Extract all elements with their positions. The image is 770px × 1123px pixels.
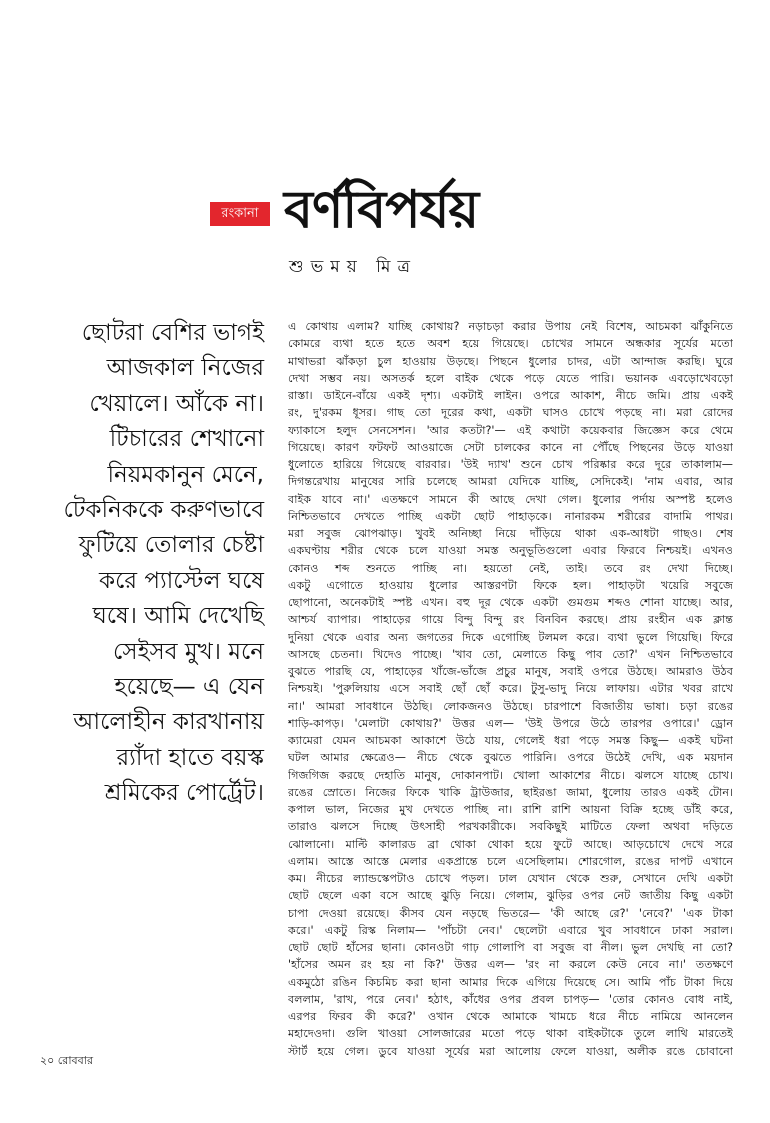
pull-quote-line: ফুটিয়ে তোলার চেষ্টা [78, 532, 264, 559]
body-text-line: এ কোথায় এলাম? যাচ্ছি কোথায়? নড়াচড়া করার উপায় নেই বিশেষ, আচমকা ঝাঁকুনিতে [288, 320, 733, 333]
pull-quote-line: ছোটরা বেশির ভাগই [81, 320, 264, 346]
body-text-line: এরপর ফিরব কী করে?' ওখান থেকে আমাকে খামচে ধরে নীচে নামিয়ে আনলেন [288, 1010, 733, 1023]
page-footer: ২০ রোববার [40, 1054, 93, 1067]
author-byline: শুভময় মিত্র [289, 257, 417, 277]
body-text-line: দিগন্তরেখায় মানুষের সারি চলেছে আমরা যেদিকে যাচ্ছি, সেদিকেই। 'নাম এবার, আর [288, 475, 733, 489]
body-text-line: একমুঠো রঙিন কিচমিচ করা ছানা আমার দিকে এগিয়ে দিয়েছে সে। আমি পাঁচ টাকা দিয়ে [288, 975, 733, 989]
body-text-line: চাপা দেওয়া রয়েছে। কীসব যেন নড়ছে ভিতরে— 'কী আছে রে?' 'নেবে?' 'এক টাকা [288, 906, 733, 920]
body-text-line: কোমরে ব্যথা হতে হতে অবশ হয়ে গিয়েছে। চোখের সামনে অন্ধকার সূর্যের মতো [288, 337, 733, 351]
body-text-line: করে।' একটু রিস্ক নিলাম— 'পাঁচটা নেব।' ছেলেটা এবারে খুব সাবধানে ঢাকা সরাল। [288, 923, 733, 937]
pull-quote-line: হয়েছে— এ যেন [114, 674, 264, 701]
body-text-line: আশ্চর্য ব্যাপার। পাহাড়ের গায়ে বিন্দু বিন্দু রং বিনবিন করছে। প্রায় রংহীন এক ক্লান্ত [288, 613, 733, 627]
body-text-line: ছোপানো, অনেকটাই স্পষ্ট এখন। বহু দূর থেকে একটা গুমগুম শব্দও শোনা যাচ্ছে। আর, [288, 596, 733, 609]
body-text-line: মাথাভরা ঝাঁকড়া চুল হাওয়ায় উড়ছে। পিছনে ধুলোর চাদর, এটা আন্দাজ করছি। ঘুরে [288, 354, 733, 368]
article-title: বর্ণবিপর্যয় [284, 180, 479, 240]
body-text-line: না।' আমরা সাবধানে উঠছি। লোকজনও উঠছে। চারপাশে বিজাতীয় ভাষা। চড়া রঙের [288, 699, 733, 713]
body-text-line: রঙের স্রোতে। নিজের ফিকে খাকি ট্রাউজার, ছাইরঙা জামা, ধুলোয় তারও একই টোন। [288, 785, 733, 799]
body-text-line: 'হাঁসের অমন রং হয় না কি?' উত্তর এল— 'রং না করলে কেউ নেবে না।' ততক্ষণে [288, 958, 733, 972]
body-text-line: একঘণ্টায় শরীর থেকে চলে যাওয়া সমস্ত অনুভূতিগুলো এবার ফিরবে নিশ্চয়ই। এখনও [288, 544, 733, 558]
body-text-line: বাইক যাবে না।' এতক্ষণে সামনে কী আছে দেখা গেল। ধুলোর পর্দায় অস্পষ্ট হলেও [288, 492, 733, 506]
body-text-line: রং, দু'রকম ধূসর। গাছ তো দূরের কথা, একটা ঘাসও চোখে পড়ছে না। মরা রোদের [288, 406, 733, 420]
body-text-line: দেখা সম্ভব নয়। অসতর্ক হলে বাইক থেকে পড়ে যেতে পারি। ভয়ানক এবড়োখেবড়ো [288, 371, 733, 385]
body-text-line: আসছে চেতনা। খিদেও পাচ্ছে। 'খাব তো, মেলাতে কিছু পাব তো?' এখন নিশ্চিতভাবে [288, 647, 733, 661]
pull-quote-line: নিয়মকানুন মেনে, [107, 461, 264, 488]
body-text-line: কপাল ভাল, নিজের মুখ দেখতে পাচ্ছি না। রাশি রাশি আয়না বিক্রি হচ্ছে ডাঁই করে, [288, 803, 733, 816]
body-text-line: তারাও ঝলসে দিচ্ছে উৎসাহী পরখকারীকে। সবকিছুই মাটিতে ফেলা অথবা দড়িতে [288, 820, 733, 834]
body-text-line: গিজগিজ করছে দেহাতি মানুষ, দোকানপাট। খোলা আকাশের নীচে। ঝলসে যাচ্ছে চোখ। [288, 768, 733, 782]
body-text-line: ধুলোতে হারিয়ে গিয়েছে বারবার। 'উই দ্যাখ' শুনে চোখ পরিষ্কার করে দূরে তাকালাম— [288, 458, 733, 471]
body-text-line: এলাম। আস্তে আস্তে মেলার একপ্রান্তে চলে এসেছিলাম। শোরগোল, রঙের দাপট এখানে [288, 854, 733, 868]
pull-quote-line: করে প্যাস্টেল ঘষে [99, 567, 264, 594]
body-text-line: গিয়েছে। কারণ ফটফট আওয়াজে সেটা চালকের কানে না পৌঁছে পিছনের উড়ে যাওয়া [288, 440, 733, 454]
body-text-line: কোনও শব্দ শুনতে পাচ্ছি না। হয়তো নেই, তাই। তবে রং দেখা দিচ্ছে। [288, 561, 733, 575]
body-text-line: ফ্যাকাসে হলুদ সেনসেশন। 'আর কতটা?'— এই কথাটা কয়েকবার জিজ্ঞেস করে থেমে [288, 423, 733, 437]
body-text-line: ঝোলানো। মাল্টি কালারড ব্রা থোকা থোকা হয়ে ফুটে আছে। আড়চোখে দেখে সরে [288, 837, 733, 851]
pull-quote [40, 316, 264, 812]
body-text-line: ক্যামেরা যেমন আচমকা আকাশে উঠে যায়, গেলেই ধরা পড়ে সমস্ত কিছু— একই ঘটনা [288, 734, 733, 747]
pull-quote-line: টিচারের শেখানো [109, 426, 264, 453]
body-text-line: দুনিয়া থেকে এবার অন্য জগতের দিকে এগোচ্ছি টলমল করে। ব্যথা ভুলে গিয়েছি। ফিরে [288, 630, 733, 644]
body-text-line: শাড়ি-কাপড়। 'মেলাটা কোথায়?' উত্তর এল— 'উই উপরে উঠে তারপর ওপারে।' ড্রোন [288, 716, 733, 730]
section-tag: রংকানা [210, 202, 270, 226]
body-text-line: নিশ্চিতভাবে দেখতে পাচ্ছি একটা ছোট পাহাড়কে। নানারকম শরীরের বাদামি পাথর। [288, 509, 733, 523]
body-text-line: মহাদেওদা। গুলি খাওয়া সোলজারের মতো পড়ে থাকা বাইকটাকে তুলে লাথি মারতেই [288, 1027, 733, 1041]
body-text-line: বললাম, 'রাখ, পরে নেব।' হঠাৎ, কাঁধের ওপর প্রবল চাপড়— 'তোর কোনও বোধ নাই, [288, 992, 733, 1006]
pull-quote-line: টেকনিককে করুণভাবে [63, 497, 264, 524]
pull-quote-line: র‍্যাঁদা হাতে বয়স্ক [116, 744, 264, 771]
body-text-line: ঘটল আমার ক্ষেত্রেও— নীচে থেকে বুঝতে পারিনি। ওপরে উঠেই দেখি, এক ময়দান [288, 751, 733, 765]
pull-quote-line: সেইসব মুখ। মনে [113, 638, 264, 665]
body-text-line: রাস্তা। ডাইনে-বাঁয়ে একই দৃশ্য। একটাই লাইন। ওপরে আকাশ, নীচে জমি। প্রায় একই [288, 389, 733, 402]
body-text-line: বুঝতে পারছি যে, পাহাড়ের খাঁজে-ভাঁজে প্রচুর মানুষ, সবাই ওপরে উঠছে। আমরাও উঠব [288, 665, 733, 678]
pull-quote-line: আজকাল নিজের [106, 355, 264, 382]
article-body [288, 318, 733, 1060]
body-text-line: মরা সবুজ ঝোপঝাড়। খুবই অনিচ্ছা নিয়ে দাঁড়িয়ে থাকা এক-আধটা গাছও। শেষ [288, 527, 733, 540]
pull-quote-line: ঘষে। আমি দেখেছি [92, 603, 264, 630]
body-text-line: ছোট ছোট হাঁসের ছানা। কোনওটা গাঢ় গোলাপি বা সবুজ বা নীল। ভুল দেখছি না তো? [288, 941, 733, 954]
body-text-line: নিশ্চয়ই। 'পুরুলিয়ায় এসে সবাই ছোঁ ছোঁ করে। টুসু-ভাদু নিয়ে লাফায়। এটার খবর রাখে [288, 682, 733, 696]
pull-quote-line: খেয়ালে। আঁকে না। [89, 390, 264, 417]
body-text-line: কম। নীচের ল্যান্ডস্কেপটাও চোখে পড়ল। ঢাল যেখান থেকে শুরু, সেখানে দেখি একটা [288, 872, 733, 885]
body-text-line: ছোট ছেলে একা বসে আছে ঝুড়ি নিয়ে। গেলাম, ঝুড়ির ওপর নেট জাতীয় কিছু একটা [288, 889, 733, 903]
body-text-line: স্টার্ট হয়ে গেল। ডুবে যাওয়া সূর্যের মরা আলোয় ফেলে যাওয়া, অলীক রঙে চোবানো [288, 1044, 733, 1058]
body-text-line: একটু এগোতে হাওয়ায় ধুলোর আস্তরণটা ফিকে হল। পাহাড়টা খয়েরি সবুজে [288, 578, 733, 592]
pull-quote-line: আলোহীন কারখানায় [73, 709, 264, 736]
pull-quote-line: শ্রমিকের পোর্ট্রেট। [104, 780, 264, 807]
